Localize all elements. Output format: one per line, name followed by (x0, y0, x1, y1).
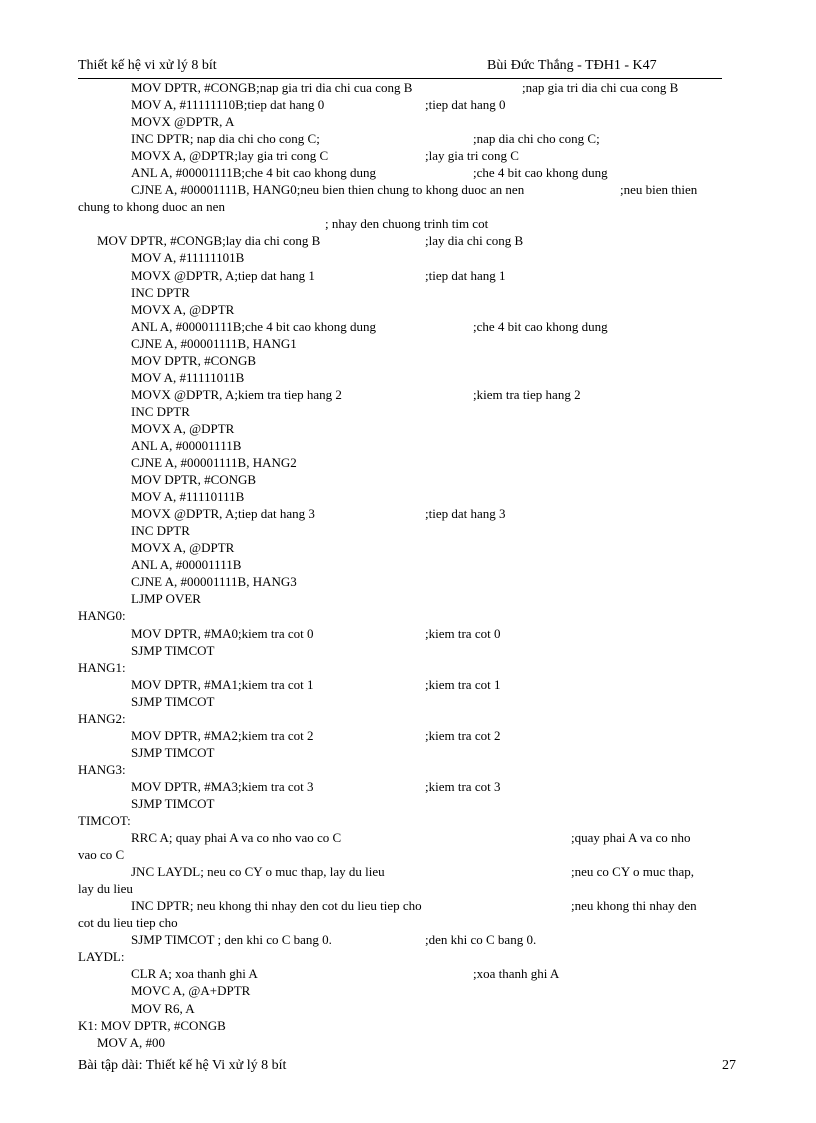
code-line (78, 880, 728, 897)
code-line (78, 147, 728, 164)
code-text: CJNE A, #00001111B, HANG0;neu bien thien chung to khong duoc an nen (131, 182, 525, 198)
code-comment: ;kiem tra cot 3 (425, 778, 501, 794)
code-comment: ;nap gia tri dia chi cua cong B (522, 80, 679, 95)
code-text: MOV DPTR, #MA0;kiem tra cot 0 (131, 625, 314, 641)
code-comment: ;den khi co C bang 0. (425, 932, 537, 948)
code-text: MOVX A, @DPTR (131, 301, 235, 317)
code-line (78, 488, 728, 505)
header-document-title: Thiết kế hệ vi xử lý 8 bít (78, 58, 217, 73)
code-line (78, 318, 728, 335)
code-line (78, 812, 728, 829)
code-text: SJMP TIMCOT (131, 642, 215, 658)
code-comment: ;nap dia chi cho cong C; (473, 131, 600, 147)
code-text: MOV DPTR, #CONGB (131, 472, 257, 488)
code-line (78, 607, 728, 624)
code-line (78, 761, 728, 778)
code-line (78, 1000, 728, 1017)
code-text: MOV R6, A (131, 1000, 195, 1016)
code-text: JNC LAYDL; neu co CY o muc thap, lay du lieu (131, 864, 385, 880)
code-text: TIMCOT: (78, 813, 131, 829)
code-line (78, 795, 728, 812)
code-comment: ;neu khong thi nhay den (571, 898, 697, 914)
code-line (78, 778, 728, 795)
code-line (78, 437, 728, 454)
code-line (78, 335, 728, 352)
code-line (78, 965, 728, 982)
code-line (78, 249, 728, 266)
code-text: MOV A, #11111101B (131, 250, 245, 266)
code-text: SJMP TIMCOT (131, 693, 215, 709)
code-comment: ;quay phai A va co nho (571, 830, 691, 846)
code-text: SJMP TIMCOT ; den khi co C bang 0. (131, 932, 332, 948)
code-line (78, 642, 728, 659)
code-line (78, 693, 728, 710)
code-line (78, 420, 728, 437)
code-text: ANL A, #00001111B;che 4 bit cao khong dung (131, 318, 377, 334)
code-line (78, 96, 728, 113)
code-comment: ;kiem tra tiep hang 2 (473, 386, 581, 402)
code-text: MOVX A, @DPTR (131, 420, 235, 436)
code-text: INC DPTR (131, 284, 190, 300)
code-line (78, 471, 728, 488)
code-text: MOV DPTR, #MA2;kiem tra cot 2 (131, 727, 314, 743)
code-text: K1: MOV DPTR, #CONGB (78, 1017, 226, 1033)
code-line (78, 369, 728, 386)
code-line (78, 215, 728, 232)
code-text: HANG1: (78, 659, 126, 675)
code-text: MOV A, #11111011B (131, 369, 245, 385)
page-number: 27 (722, 1058, 736, 1073)
code-text: CLR A; xoa thanh ghi A (131, 966, 258, 982)
code-text: RRC A; quay phai A va co nho vao co C (131, 830, 342, 846)
code-line (78, 454, 728, 471)
code-line (78, 863, 728, 880)
code-text: lay du lieu (78, 881, 133, 897)
footer-title: Bài tập dài: Thiết kế hệ Vi xử lý 8 bít (78, 1058, 287, 1073)
code-text: LJMP OVER (131, 591, 201, 607)
code-text: MOV DPTR, #CONGB (131, 352, 257, 368)
code-text: MOVC A, @A+DPTR (131, 983, 251, 999)
code-text: ANL A, #00001111B (131, 557, 242, 573)
code-line (78, 659, 728, 676)
code-line (78, 676, 728, 693)
code-text: INC DPTR (131, 403, 190, 419)
code-text: SJMP TIMCOT (131, 795, 215, 811)
code-text: MOV DPTR, #MA3;kiem tra cot 3 (131, 778, 314, 794)
code-text: MOVX A, @DPTR (131, 540, 235, 556)
code-comment: ;che 4 bit cao khong dung (473, 165, 608, 181)
code-line (78, 522, 728, 539)
code-line (78, 539, 728, 556)
code-line (78, 267, 728, 284)
code-line (78, 829, 728, 846)
code-text: INC DPTR; neu khong thi nhay den cot du lieu tiep cho (131, 898, 422, 914)
code-line (78, 914, 728, 931)
code-text: MOVX @DPTR, A (131, 114, 235, 130)
code-comment: ;tiep dat hang 3 (425, 506, 506, 522)
code-text: MOVX @DPTR, A;kiem tra tiep hang 2 (131, 386, 342, 402)
code-line (78, 79, 728, 96)
code-comment: ;kiem tra cot 0 (425, 625, 501, 641)
code-line (78, 130, 728, 147)
code-line (78, 846, 728, 863)
code-line (78, 386, 728, 403)
code-comment: ;che 4 bit cao khong dung (473, 318, 608, 334)
assembly-code-listing (78, 79, 728, 1051)
code-line (78, 590, 728, 607)
code-text: vao co C (78, 847, 125, 863)
code-comment: ;kiem tra cot 1 (425, 676, 501, 692)
code-text: INC DPTR; nap dia chi cho cong C; (131, 131, 320, 147)
code-line (78, 284, 728, 301)
code-comment: ;tiep dat hang 0 (425, 97, 506, 113)
code-line (78, 1017, 728, 1034)
code-comment: ;neu co CY o muc thap, (571, 864, 694, 880)
code-text: LAYDL: (78, 949, 125, 965)
code-text: INC DPTR (131, 523, 190, 539)
code-line (78, 948, 728, 965)
code-line (78, 897, 728, 914)
code-text: MOVX @DPTR, A;tiep dat hang 3 (131, 506, 315, 522)
code-text: CJNE A, #00001111B, HANG1 (131, 335, 297, 351)
code-text: MOVX @DPTR, A;tiep dat hang 1 (131, 267, 315, 283)
code-comment: ;lay gia tri cong C (425, 148, 519, 164)
code-comment: ;tiep dat hang 1 (425, 267, 506, 283)
code-line (78, 198, 728, 215)
code-line (78, 727, 728, 744)
code-comment: ;kiem tra cot 2 (425, 727, 501, 743)
code-line (78, 710, 728, 727)
code-comment: ;xoa thanh ghi A (473, 966, 560, 982)
code-line (78, 625, 728, 642)
code-comment: ;lay dia chi cong B (425, 233, 524, 249)
code-text: MOV DPTR, #MA1;kiem tra cot 1 (131, 676, 314, 692)
header-author: Bùi Đức Thắng - TĐH1 - K47 (487, 58, 657, 73)
code-line (78, 403, 728, 420)
code-comment: ;neu bien thien (620, 182, 698, 198)
code-line (78, 181, 728, 198)
code-text: MOV A, #11111110B;tiep dat hang 0 (131, 97, 325, 113)
code-text: chung to khong duoc an nen (78, 199, 225, 215)
code-text: HANG3: (78, 761, 126, 777)
code-line (78, 556, 728, 573)
code-text: ANL A, #00001111B (131, 437, 242, 453)
code-text: CJNE A, #00001111B, HANG3 (131, 574, 297, 590)
code-line (78, 573, 728, 590)
code-text: ; nhay den chuong trinh tim cot (325, 216, 489, 232)
code-text: HANG0: (78, 608, 126, 624)
code-line (78, 744, 728, 761)
code-line (78, 301, 728, 318)
code-line (78, 164, 728, 181)
code-line (78, 505, 728, 522)
code-line (78, 113, 728, 130)
code-line (78, 352, 728, 369)
code-line (78, 1034, 728, 1051)
code-text: MOV A, #00 (97, 1034, 166, 1050)
code-text: MOV A, #11110111B (131, 489, 245, 505)
page-header (78, 58, 722, 79)
code-text: CJNE A, #00001111B, HANG2 (131, 455, 297, 471)
code-text: MOV DPTR, #CONGB;nap gia tri dia chi cua cong B (131, 80, 413, 95)
code-text: MOV DPTR, #CONGB;lay dia chi cong B (97, 233, 321, 249)
code-line (78, 232, 728, 249)
code-line (78, 931, 728, 948)
code-text: ANL A, #00001111B;che 4 bit cao khong dung (131, 165, 377, 181)
code-text: HANG2: (78, 710, 126, 726)
code-line (78, 982, 728, 999)
code-text: cot du lieu tiep cho (78, 915, 178, 931)
code-text: MOVX A, @DPTR;lay gia tri cong C (131, 148, 329, 164)
code-text: SJMP TIMCOT (131, 744, 215, 760)
